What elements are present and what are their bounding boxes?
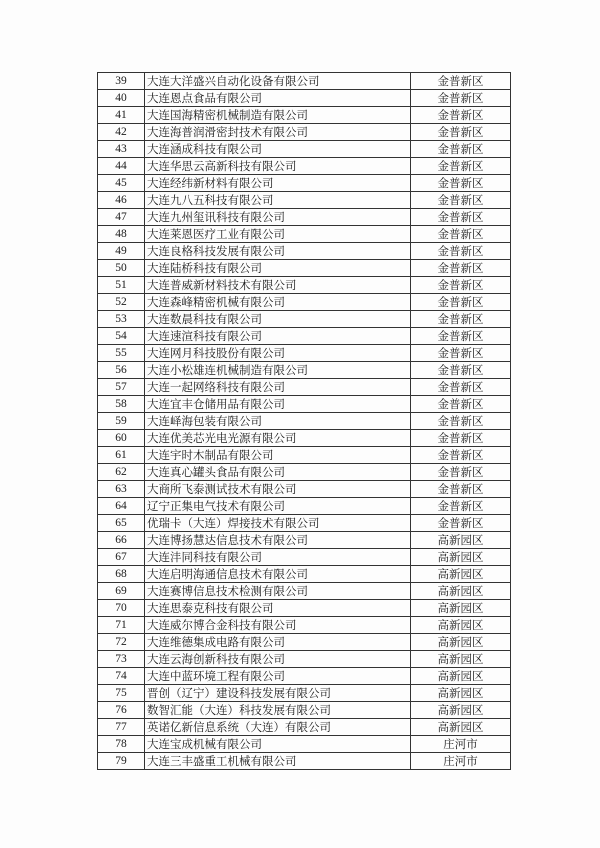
table-row xyxy=(98,175,511,192)
company-name: 大连赛博信息技术检测有限公司 xyxy=(145,583,411,600)
district: 金普新区 xyxy=(411,243,511,260)
table-row xyxy=(98,464,511,481)
table-row xyxy=(98,396,511,413)
table-row xyxy=(98,515,511,532)
row-number: 77 xyxy=(98,719,145,736)
table-row xyxy=(98,311,511,328)
district: 庄河市 xyxy=(411,753,511,770)
row-number: 67 xyxy=(98,549,145,566)
district: 金普新区 xyxy=(411,209,511,226)
company-name: 大连云海创新科技有限公司 xyxy=(145,651,411,668)
district: 高新园区 xyxy=(411,668,511,685)
district: 高新园区 xyxy=(411,685,511,702)
row-number: 74 xyxy=(98,668,145,685)
district: 金普新区 xyxy=(411,260,511,277)
district: 金普新区 xyxy=(411,158,511,175)
table-row xyxy=(98,651,511,668)
table-row xyxy=(98,379,511,396)
row-number: 47 xyxy=(98,209,145,226)
table-row xyxy=(98,685,511,702)
row-number: 65 xyxy=(98,515,145,532)
row-number: 69 xyxy=(98,583,145,600)
district: 金普新区 xyxy=(411,226,511,243)
district: 金普新区 xyxy=(411,192,511,209)
company-name: 大连九八五科技有限公司 xyxy=(145,192,411,209)
company-name: 大连国海精密机械制造有限公司 xyxy=(145,107,411,124)
table-row xyxy=(98,243,511,260)
table-row xyxy=(98,549,511,566)
table-row xyxy=(98,617,511,634)
company-name: 大连森峰精密机械有限公司 xyxy=(145,294,411,311)
table-row xyxy=(98,362,511,379)
table-row xyxy=(98,719,511,736)
row-number: 75 xyxy=(98,685,145,702)
row-number: 71 xyxy=(98,617,145,634)
table-row xyxy=(98,481,511,498)
district: 高新园区 xyxy=(411,719,511,736)
company-name: 大连九州玺讯科技有限公司 xyxy=(145,209,411,226)
table-row xyxy=(98,583,511,600)
table-row xyxy=(98,702,511,719)
row-number: 66 xyxy=(98,532,145,549)
table-body xyxy=(98,73,511,770)
row-number: 76 xyxy=(98,702,145,719)
district: 高新园区 xyxy=(411,549,511,566)
row-number: 57 xyxy=(98,379,145,396)
row-number: 43 xyxy=(98,141,145,158)
row-number: 49 xyxy=(98,243,145,260)
company-name: 大连宇时木制品有限公司 xyxy=(145,447,411,464)
company-name: 大连经纬新材料有限公司 xyxy=(145,175,411,192)
row-number: 68 xyxy=(98,566,145,583)
district: 高新园区 xyxy=(411,617,511,634)
table-row xyxy=(98,158,511,175)
row-number: 78 xyxy=(98,736,145,753)
district: 金普新区 xyxy=(411,90,511,107)
company-name: 大连宜丰仓储用品有限公司 xyxy=(145,396,411,413)
row-number: 79 xyxy=(98,753,145,770)
company-name: 大连中蓝环境工程有限公司 xyxy=(145,668,411,685)
row-number: 62 xyxy=(98,464,145,481)
table-row xyxy=(98,753,511,770)
row-number: 58 xyxy=(98,396,145,413)
company-name: 大连优美芯光电光源有限公司 xyxy=(145,430,411,447)
district: 金普新区 xyxy=(411,430,511,447)
row-number: 52 xyxy=(98,294,145,311)
company-name: 优瑞卡（大连）焊接技术有限公司 xyxy=(145,515,411,532)
row-number: 59 xyxy=(98,413,145,430)
company-name: 大连启明海通信息技术有限公司 xyxy=(145,566,411,583)
row-number: 70 xyxy=(98,600,145,617)
company-name: 大连莱恩医疗工业有限公司 xyxy=(145,226,411,243)
table-row xyxy=(98,73,511,90)
district: 高新园区 xyxy=(411,634,511,651)
table-row xyxy=(98,668,511,685)
row-number: 51 xyxy=(98,277,145,294)
district: 金普新区 xyxy=(411,311,511,328)
table-row xyxy=(98,209,511,226)
district: 金普新区 xyxy=(411,396,511,413)
row-number: 41 xyxy=(98,107,145,124)
row-number: 48 xyxy=(98,226,145,243)
district: 金普新区 xyxy=(411,481,511,498)
table-row xyxy=(98,345,511,362)
company-name: 大连三丰盛重工机械有限公司 xyxy=(145,753,411,770)
company-name: 大连一起网络科技有限公司 xyxy=(145,379,411,396)
row-number: 44 xyxy=(98,158,145,175)
company-name: 大连峄海包装有限公司 xyxy=(145,413,411,430)
table-row xyxy=(98,277,511,294)
company-name: 大连大洋盛兴自动化设备有限公司 xyxy=(145,73,411,90)
district: 金普新区 xyxy=(411,277,511,294)
table-row xyxy=(98,498,511,515)
company-name: 大连速渲科技有限公司 xyxy=(145,328,411,345)
company-name: 大连普威新材料技术有限公司 xyxy=(145,277,411,294)
company-name: 大连数晨科技有限公司 xyxy=(145,311,411,328)
table-row xyxy=(98,600,511,617)
row-number: 55 xyxy=(98,345,145,362)
district: 高新园区 xyxy=(411,583,511,600)
district: 金普新区 xyxy=(411,413,511,430)
company-name: 大连华思云高新科技有限公司 xyxy=(145,158,411,175)
row-number: 56 xyxy=(98,362,145,379)
district: 庄河市 xyxy=(411,736,511,753)
district: 金普新区 xyxy=(411,379,511,396)
table-row xyxy=(98,566,511,583)
company-name: 晋创（辽宁）建设科技发展有限公司 xyxy=(145,685,411,702)
company-name: 大连威尔博合金科技有限公司 xyxy=(145,617,411,634)
table-row xyxy=(98,226,511,243)
table-row xyxy=(98,294,511,311)
district: 高新园区 xyxy=(411,600,511,617)
row-number: 72 xyxy=(98,634,145,651)
district: 金普新区 xyxy=(411,464,511,481)
district: 金普新区 xyxy=(411,447,511,464)
table-row xyxy=(98,736,511,753)
company-list-table xyxy=(97,72,511,770)
company-name: 大连涵成科技有限公司 xyxy=(145,141,411,158)
row-number: 53 xyxy=(98,311,145,328)
table-row xyxy=(98,328,511,345)
row-number: 54 xyxy=(98,328,145,345)
table-row xyxy=(98,634,511,651)
company-name: 大连思泰克科技有限公司 xyxy=(145,600,411,617)
company-name: 大连海普润滑密封技术有限公司 xyxy=(145,124,411,141)
company-name: 大连陆桥科技有限公司 xyxy=(145,260,411,277)
table-row xyxy=(98,192,511,209)
district: 高新园区 xyxy=(411,566,511,583)
district: 金普新区 xyxy=(411,328,511,345)
district: 金普新区 xyxy=(411,141,511,158)
table-row xyxy=(98,430,511,447)
district: 金普新区 xyxy=(411,73,511,90)
table-row xyxy=(98,124,511,141)
company-name: 大连小松雄连机械制造有限公司 xyxy=(145,362,411,379)
row-number: 46 xyxy=(98,192,145,209)
company-name: 数智汇能（大连）科技发展有限公司 xyxy=(145,702,411,719)
row-number: 64 xyxy=(98,498,145,515)
row-number: 60 xyxy=(98,430,145,447)
district: 金普新区 xyxy=(411,294,511,311)
district: 金普新区 xyxy=(411,515,511,532)
company-name: 大连博扬慧达信息技术有限公司 xyxy=(145,532,411,549)
company-name: 大连恩点食品有限公司 xyxy=(145,90,411,107)
row-number: 73 xyxy=(98,651,145,668)
district: 高新园区 xyxy=(411,702,511,719)
company-name: 英诺亿新信息系统（大连）有限公司 xyxy=(145,719,411,736)
district: 金普新区 xyxy=(411,362,511,379)
district: 高新园区 xyxy=(411,651,511,668)
table-row xyxy=(98,532,511,549)
table-row xyxy=(98,413,511,430)
district: 金普新区 xyxy=(411,124,511,141)
district: 金普新区 xyxy=(411,498,511,515)
district: 金普新区 xyxy=(411,107,511,124)
district: 高新园区 xyxy=(411,532,511,549)
row-number: 42 xyxy=(98,124,145,141)
company-name: 大连维德集成电路有限公司 xyxy=(145,634,411,651)
company-name: 大连真心罐头食品有限公司 xyxy=(145,464,411,481)
row-number: 63 xyxy=(98,481,145,498)
table-row xyxy=(98,260,511,277)
table-row xyxy=(98,90,511,107)
district: 金普新区 xyxy=(411,175,511,192)
row-number: 40 xyxy=(98,90,145,107)
table-row xyxy=(98,107,511,124)
table-row xyxy=(98,141,511,158)
table-row xyxy=(98,447,511,464)
company-name: 大连良格科技发展有限公司 xyxy=(145,243,411,260)
company-name: 辽宁正集电气技术有限公司 xyxy=(145,498,411,515)
row-number: 45 xyxy=(98,175,145,192)
company-name: 大连宝成机械有限公司 xyxy=(145,736,411,753)
company-name: 大连沣同科技有限公司 xyxy=(145,549,411,566)
row-number: 50 xyxy=(98,260,145,277)
row-number: 61 xyxy=(98,447,145,464)
row-number: 39 xyxy=(98,73,145,90)
company-name: 大连网月科技股份有限公司 xyxy=(145,345,411,362)
district: 金普新区 xyxy=(411,345,511,362)
company-name: 大商所飞泰测试技术有限公司 xyxy=(145,481,411,498)
